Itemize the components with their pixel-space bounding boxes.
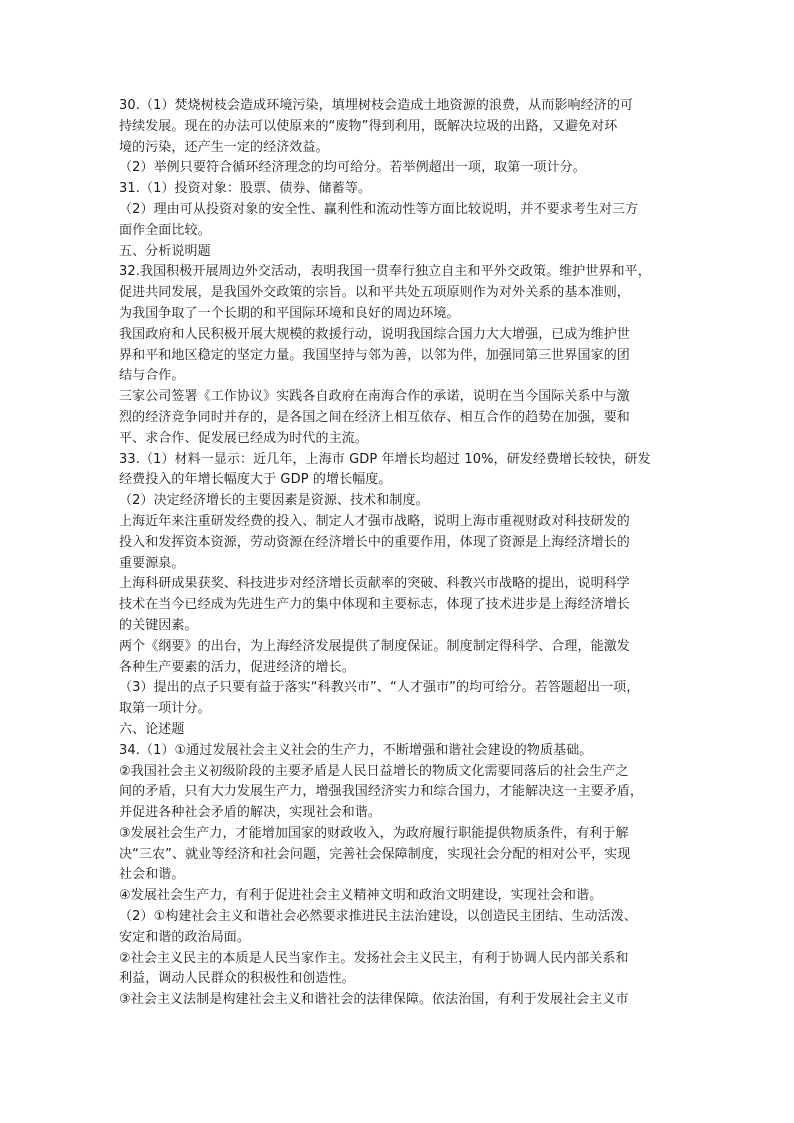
text-line: 投入和发挥资本资源，劳动资源在经济增长中的重要作用，体现了资源是上海经济增长的	[119, 534, 630, 550]
text-line: 境的污染，还产生一定的经济效益。	[119, 139, 329, 155]
text-line: 五、分析说明题	[119, 243, 211, 259]
text-line: 安定和谐的政治局面。	[119, 929, 251, 945]
text-line: 技术在当今已经成为先进生产力的集中体现和主要标志，体现了技术进步是上海经济增长	[119, 597, 630, 613]
text-line: 间的矛盾，只有大力发展生产力，增强我国经济实力和综合国力，才能解决这一主要矛盾，	[119, 784, 644, 800]
text-line: 决“三农”、就业等经济和社会问题，完善社会保障制度，实现社会分配的相对公平，实现	[119, 846, 631, 862]
text-line: 两个《纲要》的出台，为上海经济发展提供了制度保证。制度制定得科学、合理，能激发	[119, 638, 630, 654]
text-line: 各种生产要素的活力，促进经济的增长。	[119, 659, 355, 675]
text-line: 32.我国积极开展周边外交活动，表明我国一贯奉行独立自主和平外交政策。维护世界和平，	[119, 264, 651, 280]
text-line: 利益，调动人民群众的积极性和创造性。	[119, 971, 355, 987]
text-line: 上海科研成果获奖、科技进步对经济增长贡献率的突破、科教兴市战略的提出，说明科学	[119, 576, 630, 592]
text-line: （3）提出的点子只要有益于落实“科教兴市”、“人才强市”的均可给分。若答题超出一项，	[119, 680, 640, 696]
text-line: （2）决定经济增长的主要因素是资源、技术和制度。	[119, 493, 429, 509]
text-line: 六、论述题	[119, 721, 185, 737]
text-line: 取第一项计分。	[119, 701, 211, 717]
text-line: 持续发展。现在的办法可以使原来的“废物”得到利用，既解决垃圾的出路，又避免对环	[119, 118, 618, 134]
text-line: 三家公司签署《工作协议》实践各自政府在南海合作的承诺，说明在当今国际关系中与激	[119, 389, 630, 405]
text-line: 促进共同发展，是我国外交政策的宗旨。以和平共处五项原则作为对外关系的基本准则，	[119, 285, 630, 301]
text-line: 烈的经济竞争同时并存的，是各国之间在经济上相互依存、相互合作的趋势在加强，要和	[119, 409, 630, 425]
text-line: 界和平和地区稳定的坚定力量。我国坚持与邻为善，以邻为伴，加强同第三世界国家的团	[119, 347, 630, 363]
text-line: 并促进各种社会矛盾的解决，实现社会和谐。	[119, 805, 382, 821]
text-line: （2）①构建社会主义和谐社会必然要求推进民主法治建设，以创造民主团结、生动活泼、	[119, 909, 637, 925]
text-line: 34.（1）①通过发展社会主义社会的生产力，不断增强和谐社会建设的物质基础。	[119, 742, 593, 758]
text-line: 上海近年来注重研发经费的投入、制定人才强市战略，说明上海市重视财政对科技研发的	[119, 513, 630, 529]
text-line: 面作全面比较。	[119, 222, 211, 238]
text-line: ②社会主义民主的本质是人民当家作主。发扬社会主义民主，有利于协调人民内部关系和	[119, 950, 629, 966]
answer-document	[119, 96, 679, 1011]
text-line: 33.（1）材料一显示：近几年，上海市 GDP 年增长均超过 10%，研发经费增长较快，研发	[119, 451, 651, 467]
text-line: 31.（1）投资对象：股票、债券、储蓄等。	[119, 181, 372, 197]
text-line: 社会和谐。	[119, 867, 185, 883]
text-line: ③发展社会生产力，才能增加国家的财政收入，为政府履行职能提供物质条件，有利于解	[119, 825, 629, 841]
text-line: ②我国社会主义初级阶段的主要矛盾是人民日益增长的物质文化需要同落后的社会生产之	[119, 763, 629, 779]
text-line: 平、求合作、促发展已经成为时代的主流。	[119, 430, 368, 446]
text-line: 30.（1）焚烧树枝会造成环境污染，填埋树枝会造成土地资源的浪费，从而影响经济的可	[119, 98, 634, 113]
text-line: 经费投入的年增长幅度大于 GDP 的增长幅度。	[119, 472, 392, 488]
text-line: ③社会主义法制是构建社会主义和谐社会的法律保障。依法治国，有利于发展社会主义市	[119, 992, 629, 1008]
text-line: ④发展社会生产力，有利于促进社会主义精神文明和政治文明建设，实现社会和谐。	[119, 888, 603, 904]
text-line: 我国政府和人民积极开展大规模的救援行动，说明我国综合国力大大增强，已成为维护世	[119, 326, 630, 342]
text-line: 重要源泉。	[119, 555, 185, 571]
text-line: 的关键因素。	[119, 617, 198, 633]
text-line: 为我国争取了一个长期的和平国际环境和良好的周边环境。	[119, 305, 460, 321]
text-line: （2）理由可从投资对象的安全性、赢利性和流动性等方面比较说明，并不要求考生对三方	[119, 201, 639, 217]
text-line: 结与合作。	[119, 368, 185, 384]
text-line: （2）举例只要符合循环经济理念的均可给分。若举例超出一项，取第一项计分。	[119, 160, 586, 176]
